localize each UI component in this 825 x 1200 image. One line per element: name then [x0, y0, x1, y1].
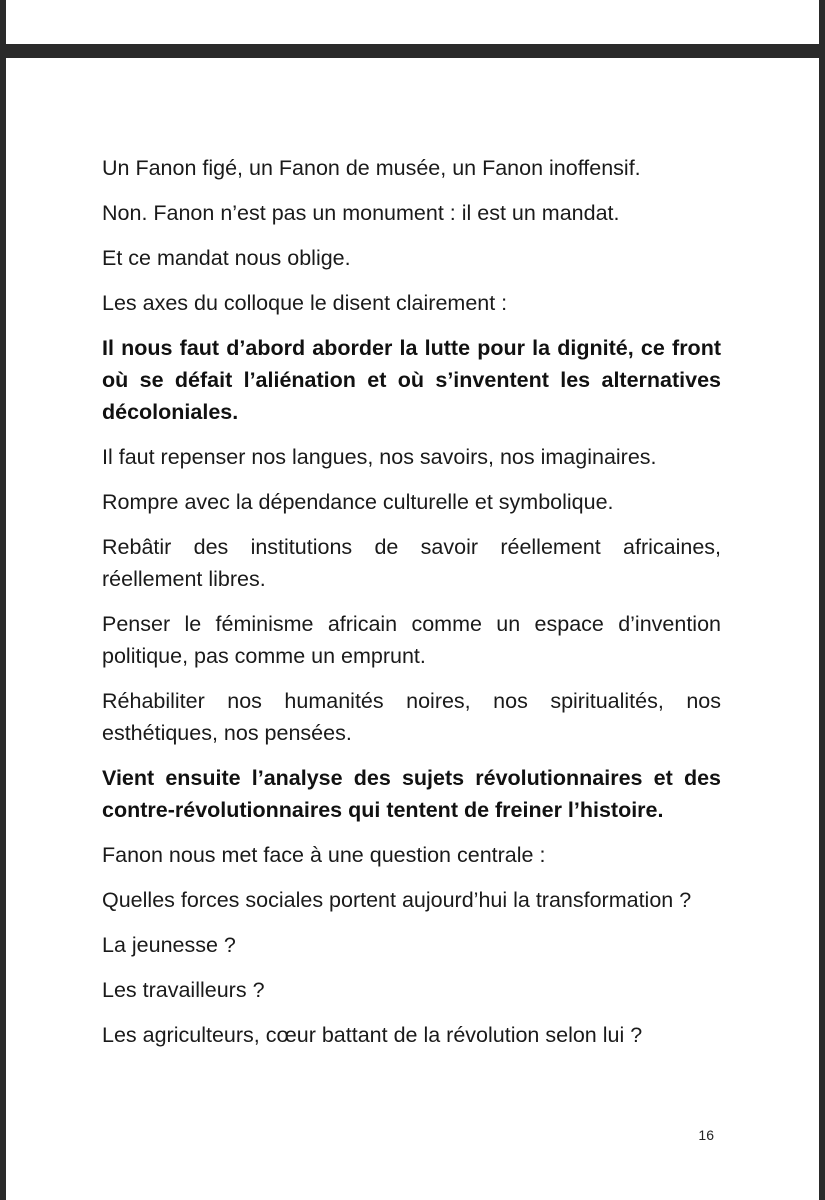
paragraph-3: Et ce mandat nous oblige. — [102, 246, 351, 270]
page-number: 16 — [698, 1127, 714, 1143]
previous-page-strip — [6, 0, 819, 44]
paragraph-6: Il faut repenser nos langues, nos savoirs, nos imaginaires. — [102, 445, 657, 469]
paragraph-4: Les axes du colloque le disent clairement : — [102, 291, 508, 315]
document-page — [6, 58, 819, 1200]
paragraph-16: Les agriculteurs, cœur battant de la révolution selon lui ? — [102, 1023, 643, 1047]
paragraph-1: Un Fanon figé, un Fanon de musée, un Fanon inoffensif. — [102, 156, 641, 180]
paragraph-12: Fanon nous met face à une question centrale : — [102, 843, 546, 867]
paragraph-15: Les travailleurs ? — [102, 978, 265, 1002]
paragraph-10: Réhabiliter nos humanités noires, nos spiritualités, nos esthétiques, nos pensées. — [102, 689, 721, 745]
text-column — [102, 152, 721, 1064]
paragraph-9: Penser le féminisme africain comme un espace d’invention politique, pas comme un emprunt. — [102, 612, 721, 668]
bold-heading-revolutionaries: Vient ensuite l’analyse des sujets révolutionnaires et des contre-révolutionnaires qui tentent de freiner l’histoire. — [102, 766, 721, 822]
paragraph-13: Quelles forces sociales portent aujourd’hui la transformation ? — [102, 888, 692, 912]
paragraph-8: Rebâtir des institutions de savoir réellement africaines, réellement libres. — [102, 535, 721, 591]
paragraph-2: Non. Fanon n’est pas un monument : il est un mandat. — [102, 201, 620, 225]
bold-heading-dignity: Il nous faut d’abord aborder la lutte pour la dignité, ce front où se défait l’aliénation et où s’inventent les alternatives décoloniales. — [102, 336, 721, 424]
paragraph-7: Rompre avec la dépendance culturelle et symbolique. — [102, 490, 614, 514]
paragraph-14: La jeunesse ? — [102, 933, 236, 957]
